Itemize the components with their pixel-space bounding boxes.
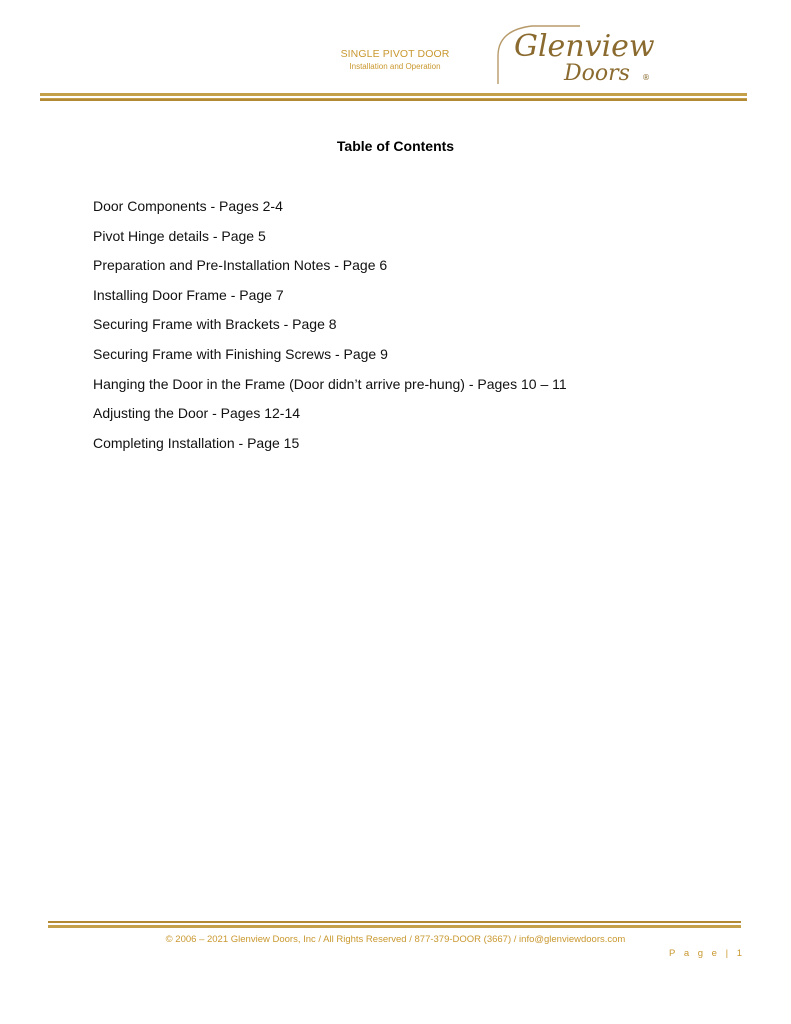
toc-list (93, 197, 567, 463)
header-title: SINGLE PIVOT DOOR (340, 48, 450, 60)
toc-item: Pivot Hinge details - Page 5 (93, 227, 266, 244)
document-header (320, 47, 470, 73)
toc-item: Door Components - Pages 2-4 (93, 198, 283, 214)
toc-item: Securing Frame with Brackets - Page 8 (93, 316, 337, 333)
toc-item: Installing Door Frame - Page 7 (93, 286, 284, 303)
header-subtitle: Installation and Operation (349, 62, 441, 71)
toc-item: Securing Frame with Finishing Screws - Page 9 (93, 345, 388, 362)
footer-copyright: © 2006 – 2021 Glenview Doors, Inc / All Rights Reserved / 877-379-DOOR (3667) / info@glenviewdoors.com (165, 934, 626, 945)
footer-divider (48, 921, 741, 928)
toc-item: Hanging the Door in the Frame (Door didn’t arrive pre-hung) - Pages 10 – 11 (93, 375, 567, 392)
toc-item: Adjusting the Door - Pages 12-14 (93, 405, 301, 422)
page-number: P a g e | 1 (669, 948, 745, 959)
glenview-doors-logo (492, 22, 662, 88)
logo-text-glenview: Glenview (514, 29, 655, 64)
header-divider (40, 93, 747, 101)
toc-item: Preparation and Pre-Installation Notes - Page 6 (93, 257, 388, 274)
toc-heading: Table of Contents (336, 138, 455, 154)
toc-item: Completing Installation - Page 15 (93, 434, 300, 451)
logo-registered-mark: ® (642, 73, 650, 82)
logo-text-doors: Doors (564, 61, 630, 86)
